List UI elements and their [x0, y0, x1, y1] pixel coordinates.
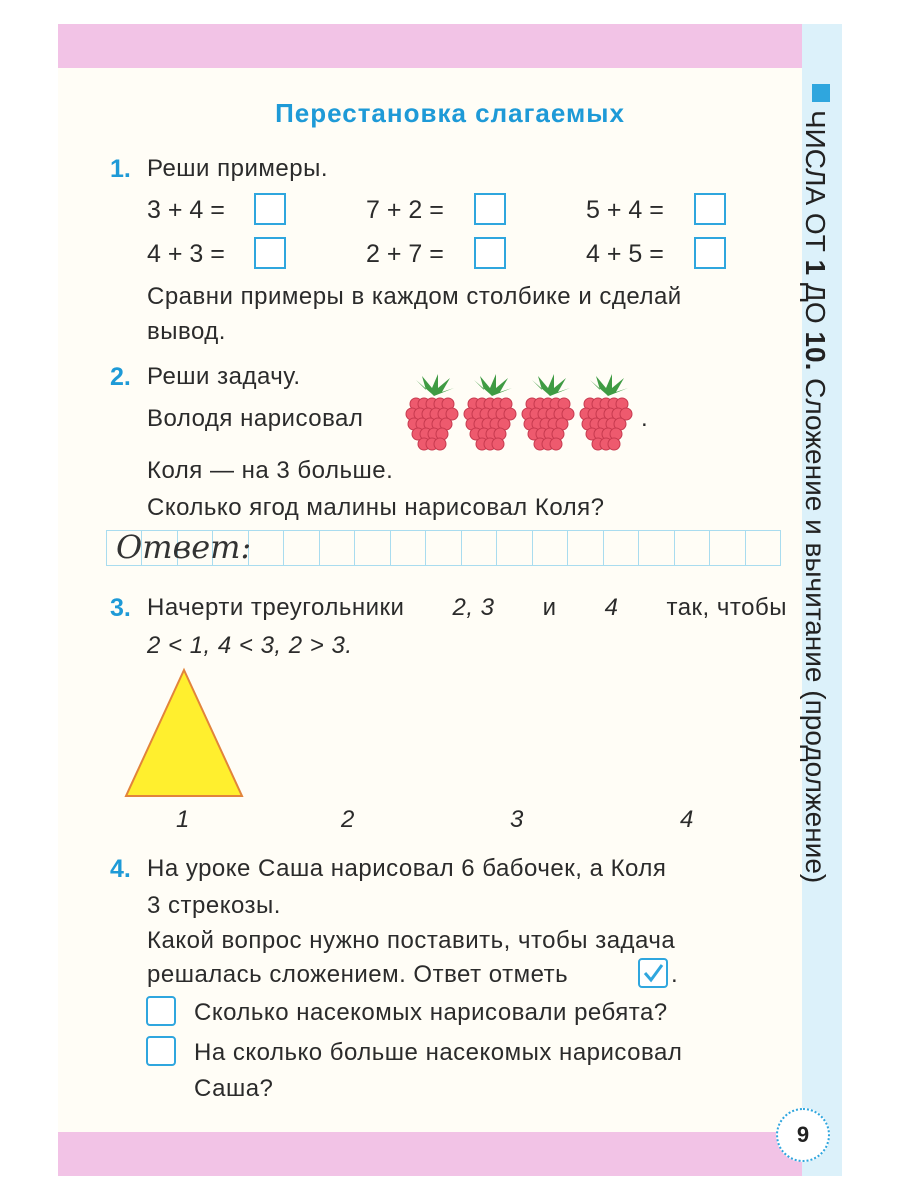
task4-line3: Какой вопрос нужно поставить, чтобы задача — [147, 927, 676, 954]
option-text-2: На сколько больше насекомых нарисовал — [194, 1039, 683, 1066]
task3-text-e: так, чтобы — [666, 594, 787, 621]
answer-cell[interactable] — [674, 530, 710, 566]
answer-cell[interactable] — [567, 530, 603, 566]
raspberry-icon — [464, 374, 516, 450]
yellow-triangle — [122, 666, 246, 800]
option-text-2-cont: Саша? — [194, 1075, 274, 1102]
answer-cell[interactable] — [390, 530, 426, 566]
task4-line4: решалась сложением. Ответ отметь — [147, 961, 569, 988]
answer-box[interactable] — [474, 193, 506, 225]
answer-box[interactable] — [254, 237, 286, 269]
side-bold-1: 1 — [800, 259, 831, 276]
side-text-3: Сложение и вычитание (продолжение) — [800, 370, 831, 884]
task2-line3: Сколько ягод малины нарисовал Коля? — [147, 494, 605, 521]
task1-compare-line2: вывод. — [147, 318, 226, 345]
task2-line1-end: . — [641, 405, 649, 432]
answer-cell[interactable] — [745, 530, 781, 566]
task2-line1: Володя нарисовал — [147, 405, 364, 432]
task3-text-b: 2, 3 — [452, 594, 495, 621]
task3-line1 — [147, 594, 787, 622]
task4-number: 4. — [110, 855, 131, 883]
top-band — [58, 24, 802, 68]
answer-cell[interactable] — [638, 530, 674, 566]
task2-line2: Коля — на 3 больше. — [147, 457, 394, 484]
equation: 2 + 7 = — [366, 240, 444, 268]
answer-label: Ответ: — [116, 528, 252, 566]
task1-compare-line1: Сравни примеры в каждом столбике и сделай — [147, 283, 682, 310]
answer-box[interactable] — [694, 193, 726, 225]
task3-line2: 2 < 1, 4 < 3, 2 > 3. — [147, 632, 353, 659]
raspberry-icon — [522, 374, 574, 450]
answer-cell[interactable] — [603, 530, 639, 566]
task3-text-c: и — [542, 594, 557, 621]
side-text-2: ДО — [800, 275, 831, 332]
equation: 3 + 4 = — [147, 196, 225, 224]
side-text-1: ЧИСЛА ОТ — [800, 110, 831, 260]
answer-cell[interactable] — [461, 530, 497, 566]
answer-box[interactable] — [254, 193, 286, 225]
page-number: 9 — [776, 1108, 830, 1162]
triangle-label: 1 — [176, 806, 190, 833]
option-checkbox-1[interactable] — [146, 996, 176, 1026]
option-text-1: Сколько насекомых нарисовали ребята? — [194, 999, 668, 1026]
checkmark-box — [638, 958, 668, 988]
task3-number: 3. — [110, 594, 131, 622]
answer-cell[interactable] — [532, 530, 568, 566]
task3-text-d: 4 — [604, 594, 619, 621]
task4-line1: На уроке Саша нарисовал 6 бабочек, а Коля — [147, 855, 667, 882]
answer-cell[interactable] — [709, 530, 745, 566]
task4-line2: 3 стрекозы. — [147, 892, 281, 919]
raspberry-images — [402, 372, 642, 454]
section-square-icon — [812, 84, 830, 102]
task3-text-a: Начерти треугольники — [147, 594, 405, 621]
task2-instruction: Реши задачу. — [147, 363, 301, 390]
task2-number: 2. — [110, 363, 131, 391]
equation: 4 + 5 = — [586, 240, 664, 268]
answer-cell[interactable] — [354, 530, 390, 566]
answer-cell[interactable] — [248, 530, 284, 566]
page-title: Перестановка слагаемых — [275, 98, 625, 128]
equation: 7 + 2 = — [366, 196, 444, 224]
answer-cell[interactable] — [425, 530, 461, 566]
raspberry-icon — [406, 374, 458, 450]
task4-line4-end: . — [671, 961, 679, 988]
bottom-band — [58, 1132, 802, 1176]
checkmark-icon — [640, 960, 666, 986]
answer-cell[interactable] — [283, 530, 319, 566]
raspberry-icon — [580, 374, 632, 450]
equation: 5 + 4 = — [586, 196, 664, 224]
triangle-label: 2 — [341, 806, 355, 833]
side-bold-2: 10. — [800, 331, 831, 371]
answer-box[interactable] — [474, 237, 506, 269]
triangle-label: 3 — [510, 806, 524, 833]
answer-cell[interactable] — [319, 530, 355, 566]
task1-number: 1. — [110, 155, 131, 183]
section-heading — [776, 110, 866, 910]
option-checkbox-2[interactable] — [146, 1036, 176, 1066]
answer-cell[interactable] — [496, 530, 532, 566]
task1-instruction: Реши примеры. — [147, 155, 328, 182]
answer-box[interactable] — [694, 237, 726, 269]
triangle-label: 4 — [680, 806, 694, 833]
equation: 4 + 3 = — [147, 240, 225, 268]
